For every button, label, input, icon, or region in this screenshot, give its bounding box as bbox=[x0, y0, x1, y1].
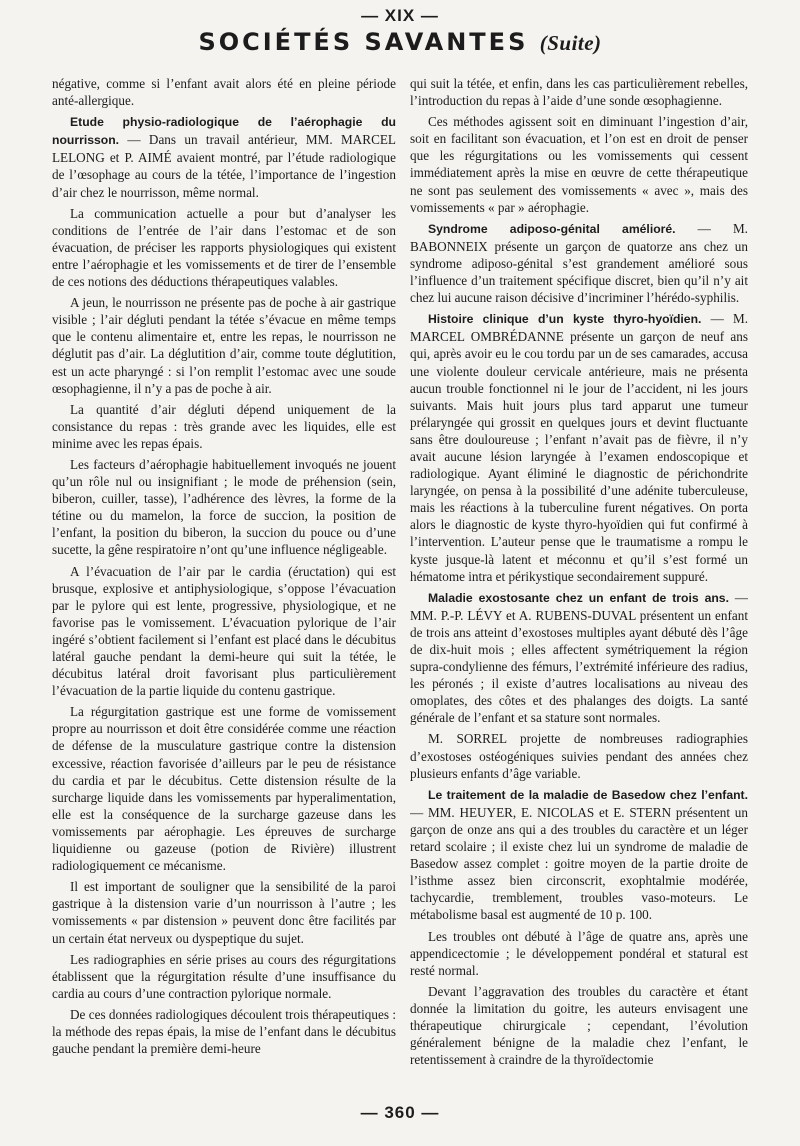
article-heading: Syndrome adiposo-génital amélioré. bbox=[428, 221, 676, 236]
paragraph: La régurgitation gastrique est une forme de vomissement propre au nourrisson et doit être considérée comme une réaction de défense de la musculature gastrique contre la distension excessive, réaction favorisée d’ailleurs par le peu de résistance du cardia et par le décubitus. Cette distension résulte de la surcharge liquide dans les vomissements par hyperalimentation, elle est la conséquence de la surcharge gazeuse dans les vomissements par aérophagie. Les épreuves de surcharge liquidienne ou gazeuse (potion de Rivière) illustrent radiologiquement ce mécanisme. bbox=[52, 704, 396, 874]
paragraph: qui suit la tétée, et enfin, dans les cas particulièrement rebelles, l’introduction du repas à l’aide d’une sonde œsophagienne. bbox=[410, 76, 748, 109]
paragraph: M. SORREL projette de nombreuses radiographies d’exostoses ostéogéniques suivies pendant des années chez plusieurs enfants d’âge variable. bbox=[410, 731, 748, 781]
article-paragraph bbox=[410, 786, 748, 924]
article-paragraph bbox=[410, 220, 748, 306]
article-text: — M. BABONNEIX présente un garçon de quatorze ans chez un syndrome adiposo-génital s’est grandement amélioré sous l’influence d’un traitement spécifique discret, bien qu’il n’y ait chez lui aucune raison décisive d’incriminer l’hérédo-syphilis. bbox=[410, 220, 748, 306]
article-text: — MM. P.-P. LÉVY et A. RUBENS-DUVAL présentent un enfant de trois ans atteint d’exostoses multiples ayant débuté dès l’âge de dix-huit mois ; elles affectent symétriquement la région supra-condylienne des fémurs, l’extrémité inférieure des radius, les péronés ; il existe d’autres localisations au niveau des omoplates, des côtes et des phalanges des doigts. La santé générale de l’enfant et sa stature sont normales. bbox=[410, 589, 748, 726]
article-heading: Maladie exostosante chez un enfant de trois ans. bbox=[428, 590, 729, 605]
paragraph: Ces méthodes agissent soit en diminuant l’ingestion d’air, soit en facilitant son évacuation, et l’on est en droit de penser que les régurgitations ou les vomissements qui cessent immédiatement après la mise en œuvre de cette thérapeutique ne sont pas seulement des vomissements « avec », mais des vomissements « par » aérophagie. bbox=[410, 114, 748, 215]
paragraph: négative, comme si l’enfant avait alors été en pleine période anté-allergique. bbox=[52, 76, 396, 109]
paragraph: La communication actuelle a pour but d’analyser les conditions de l’entrée de l’air dans l’estomac et de son évacuation, de préciser les rapports physiologiques qui existent entre l’aérophagie et les vomissements et de tirer de l’ensemble de ces notions des déductions thérapeutiques valables. bbox=[52, 205, 396, 290]
article-text: — Dans un travail antérieur, MM. MARCEL LELONG et P. AIMÉ avaient montré, par l’étude radiologique de l’œsophage au cours de la tétée, l’importance de l’ingestion d’air chez le nourrisson, même normal. bbox=[52, 132, 396, 200]
paragraph: Les radiographies en série prises au cours des régurgitations établissent que la régurgitation résulte d’une insuffisance du cardia au cours d’une contraction pylorique normale. bbox=[52, 951, 396, 1001]
paragraph: A l’évacuation de l’air par le cardia (éructation) qui est brusque, explosive et antiphysiologique, s’oppose l’évacuation par le pylore qui est lente, progressive, physiologique, et ne favorise pas le vomissement. L’évacuation pylorique de l’air ingéré s’obtient facilement si l’enfant est placé dans le décubitus latéral gauche pendant la demi-heure qui suit la tétée, le décubitus latéral droit favorisant plus particulièrement l’évacuation de la partie liquide du contenu gastrique. bbox=[52, 563, 396, 699]
section-title bbox=[0, 28, 800, 56]
article-text: — M. MARCEL OMBRÉDANNE présente un garçon de neuf ans qui, après avoir eu le cou tordu par un de ses camarades, accusa une violente douleur cervicale antérieure, mais ne présenta aucun trouble fonctionnel ni le jour de l’accident, ni les jours suivants. Mais huit jours plus tard apparut une tumeur prélaryngée qui grossit en quelques jours et devint fluctuante sans être douloureuse ; l’enfant n’avait pas de fièvre, il n’y avait aucune lésion laryngée à l’examen endoscopique et radiologique. Ayant éliminé le diagnostic de périchondrite laryngée, on pensa à la possibilité d’une adénite tuberculeuse, mais les réactions à la tuberculine furent négatives. On porta alors le diagnostic de kyste thyro-hyoïdien qui fut confirmé à l’intervention. L’auteur pense que le traumatisme a rompu le kyste jusque-là latent et méconnu et qu’il s’est formé un hématome intra et périkystique secondairement suppuré. bbox=[410, 311, 748, 584]
article-paragraph bbox=[410, 589, 748, 727]
article-heading: Le traitement de la maladie de Basedow chez l’enfant. bbox=[428, 787, 748, 802]
paragraph: A jeun, le nourrisson ne présente pas de poche à air gastrique visible ; l’air dégluti pendant la tétée s’évacue en même temps que le contenu alimentaire et, entre les repas, le nourrisson ne déglutit pas d’air. La déglutition d’air, comme toute déglutition, est un acte pharyngé : si l’on remplit l’estomac avec une soude œsophagienne, il n’y a pas de poche à air. bbox=[52, 295, 396, 396]
paragraph: Les facteurs d’aérophagie habituellement invoqués ne jouent qu’un rôle nul ou insignifiant ; le mode de préhension (sein, biberon, cuiller, tasse), l’adhérence des lèvres, la forme de la tétine ou du mamelon, la force de succion, la position de l’enfant, la position du biberon, la succion du pouce ou d’une sucette, la gêne respiratoire n’ont qu’une influence négligeable. bbox=[52, 456, 396, 558]
article-text: — MM. HEUYER, E. NICOLAS et E. STERN présentent un garçon de onze ans qui a des troubles du caractère et un léger retard scolaire ; il existe chez lui un syndrome de maladie de Basedow assez complet : goitre moyen de la partie droite de l’isthme assez bien circonscrit, exophtalmie modérée, tachycardie, tremblement, troubles vaso-moteurs. Le métabolisme basal est augmenté de 10 p. 100. bbox=[410, 804, 748, 923]
page-number: — 360 — bbox=[360, 1103, 440, 1122]
paragraph: De ces données radiologiques découlent trois thérapeutiques : la méthode des repas épais, la mise de l’enfant dans le décubitus gauche pendant la première demi-heure bbox=[52, 1006, 396, 1057]
article-heading: Etude physio-radiologique de l’aérophagie du nourrisson. bbox=[52, 115, 396, 148]
paragraph: Devant l’aggravation des troubles du caractère et étant donnée la limitation du goitre, les auteurs envisagent une thérapeutique chirurgicale ; cependant, l’évolution généralement bénigne de la maladie chez l’enfant, le retentissement à craindre de la thyroïdectomie bbox=[410, 983, 748, 1068]
paragraph: La quantité d’air dégluti dépend uniquement de la consistance du repas : très grande avec les liquides, elle est minime avec les repas épais. bbox=[52, 401, 396, 451]
article-paragraph bbox=[410, 310, 748, 585]
article-heading: Histoire clinique d’un kyste thyro-hyoïdien. bbox=[428, 312, 702, 327]
left-column bbox=[52, 75, 396, 1095]
paragraph: Il est important de souligner que la sensibilité de la paroi gastrique à la distension varie d’un nourrisson à l’autre ; les vomissements « par distension » peuvent donc être facilités par un certain état nerveux ou dyspeptique du sujet. bbox=[52, 879, 396, 946]
right-column bbox=[410, 75, 748, 1095]
section-title-suite: (Suite) bbox=[539, 31, 602, 55]
roman-page-number: — XIX — bbox=[361, 6, 439, 25]
article-paragraph bbox=[52, 113, 396, 200]
paragraph: Les troubles ont débuté à l’âge de quatre ans, après une appendicectomie ; le développement pondéral et statural est resté normal. bbox=[410, 928, 748, 978]
section-title-text: SOCIÉTÉS SAVANTES bbox=[198, 28, 529, 56]
